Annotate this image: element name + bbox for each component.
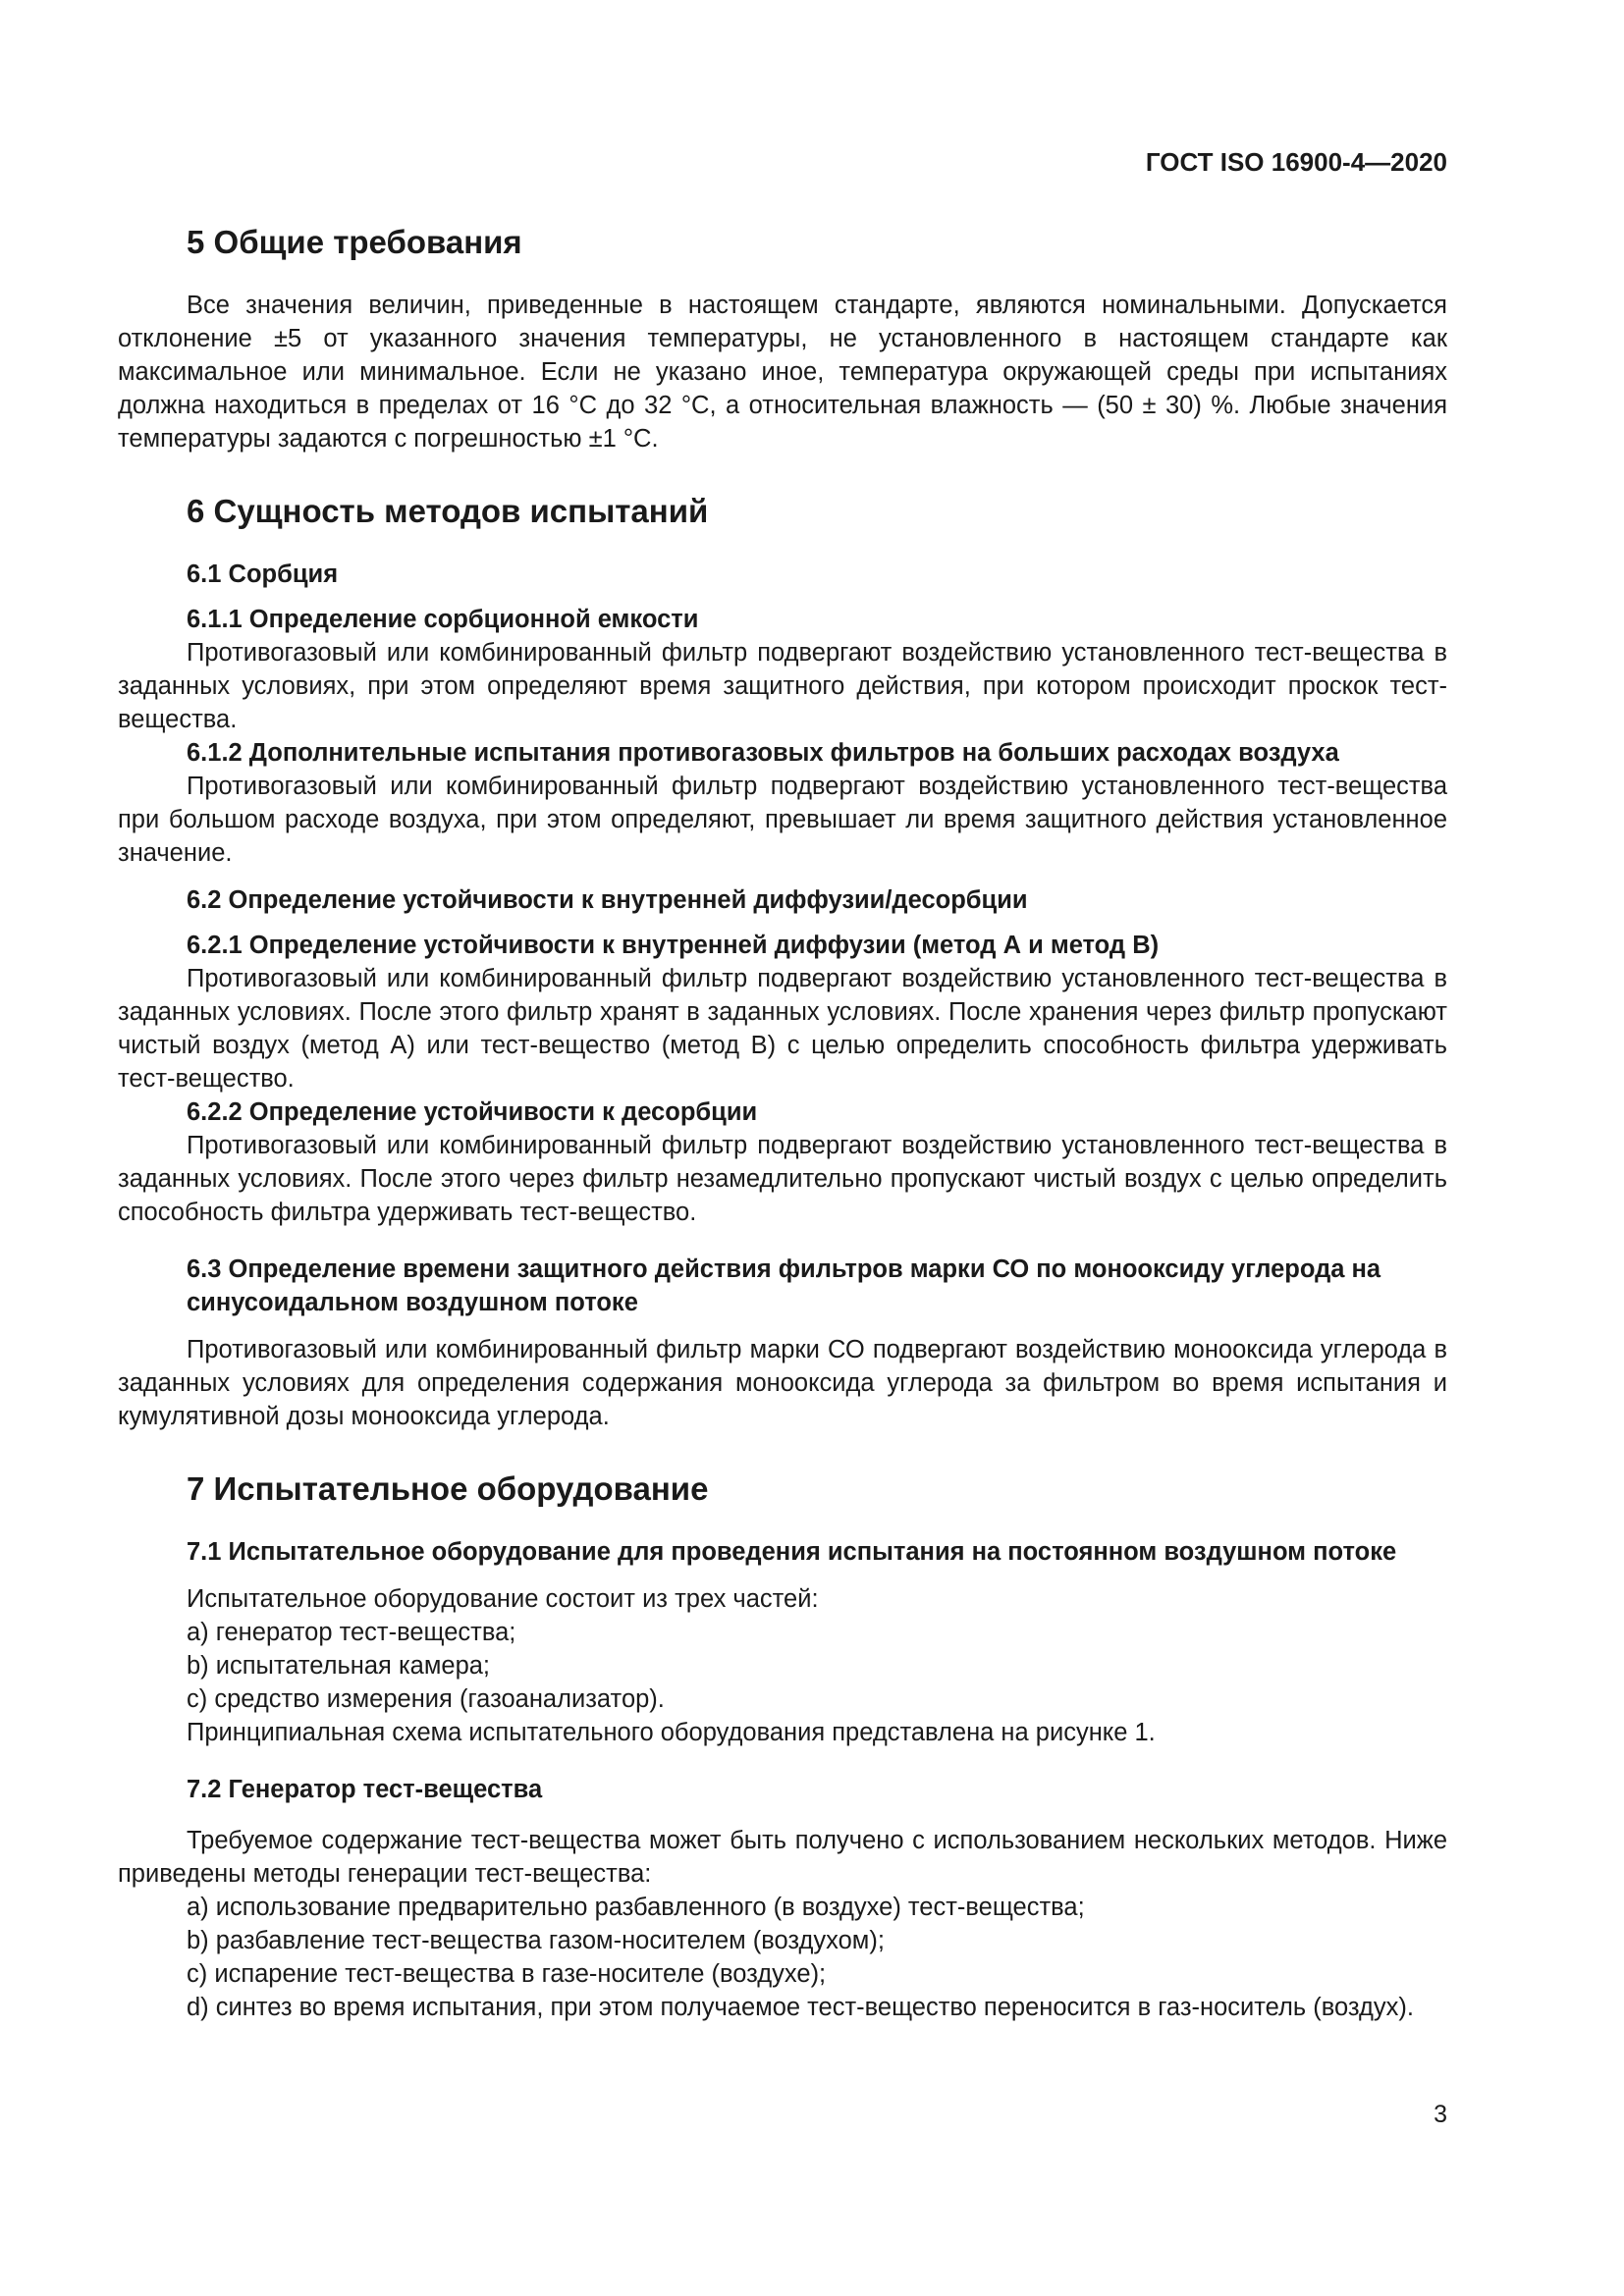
document-body: [118, 222, 1447, 2024]
section-7-1-title: 7.1 Испытательное оборудование для проведения испытания на постоянном воздушном потоке: [187, 1538, 1397, 1566]
section-6-2-2-paragraph: Противогазовый или комбинированный фильтр подвергают воздействию установленного тест-вещества в заданных условиях. После этого через фильтр незамедлительно пропускают чистый воздух с целью определить способность фильтра удерживать тест-вещество.: [118, 1132, 1447, 1226]
list-item: d) синтез во время испытания, при этом получаемое тест-вещество переносится в газ-носитель (воздух).: [187, 1994, 1414, 2021]
section-6-1-title: 6.1 Сорбция: [187, 561, 339, 588]
section-6-3-title: 6.3 Определение времени защитного действия фильтров марки СО по монооксиду углерода на синусоидальном воздушном потоке: [187, 1255, 1381, 1316]
list-item: c) средство измерения (газоанализатор).: [187, 1685, 665, 1713]
section-6-1-2-paragraph: Противогазовый или комбинированный фильтр подвергают воздействию установленного тест-вещества при большом расходе воздуха, при этом определяют, превышает ли время защитного действия установленное значение.: [118, 773, 1447, 867]
document-code: ГОСТ ISO 16900-4—2020: [1145, 147, 1447, 177]
section-6-title: 6 Сущность методов испытаний: [187, 493, 709, 529]
section-7-1-outro: Принципиальная схема испытательного оборудования представлена на рисунке 1.: [187, 1719, 1156, 1746]
section-5-paragraph: Все значения величин, приведенные в настоящем стандарте, являются номинальными. Допускается отклонение ±5 от указанного значения температуры, не установленного в настоящем стандарте как максимальное или минимальное. Если не указано иное, температура окружающей среды при испытаниях должна находиться в пределах от 16 °С до 32 °С, а относительная влажность — (50 ± 30) %. Любые значения температуры задаются с погрешностью ±1 °С.: [118, 292, 1447, 453]
section-6-3-paragraph: Противогазовый или комбинированный фильтр марки СО подвергают воздействию монооксида углерода в заданных условиях для определения содержания монооксида углерода за фильтром во время испытания и кумулятивной дозы монооксида углерода.: [118, 1336, 1447, 1430]
section-5-title: 5 Общие требования: [187, 224, 522, 260]
list-item: a) использование предварительно разбавленного (в воздухе) тест-вещества;: [187, 1894, 1085, 1921]
section-7-title: 7 Испытательное оборудование: [187, 1470, 709, 1507]
section-6-1-1-paragraph: Противогазовый или комбинированный фильтр подвергают воздействию установленного тест-вещества в заданных условиях, при этом определяют время защитного действия, при котором происходит проскок тест-вещества.: [118, 639, 1447, 733]
section-7-1-intro: Испытательное оборудование состоит из трех частей:: [187, 1585, 819, 1613]
section-6-1-1-title: 6.1.1 Определение сорбционной емкости: [187, 606, 699, 633]
section-6-2-title: 6.2 Определение устойчивости к внутренней диффузии/десорбции: [187, 886, 1028, 914]
list-item: b) разбавление тест-вещества газом-носителем (воздухом);: [187, 1927, 885, 1954]
section-7-2-title: 7.2 Генератор тест-вещества: [187, 1776, 543, 1803]
section-6-1-2-title: 6.1.2 Дополнительные испытания противогазовых фильтров на больших расходах воздуха: [187, 739, 1339, 767]
section-7-2-intro: Требуемое содержание тест-вещества может быть получено с использованием нескольких методов. Ниже приведены методы генерации тест-вещества:: [118, 1827, 1447, 1888]
page-number: 3: [1434, 2101, 1447, 2128]
section-6-2-1-paragraph: Противогазовый или комбинированный фильтр подвергают воздействию установленного тест-вещества в заданных условиях. После этого фильтр хранят в заданных условиях. После хранения через фильтр пропускают чистый воздух (метод А) или тест-вещество (метод В) с целью определить способность фильтра удерживать тест-вещество.: [118, 965, 1447, 1093]
list-item: a) генератор тест-вещества;: [187, 1619, 516, 1646]
document-page: [118, 0, 1447, 2296]
list-item: c) испарение тест-вещества в газе-носителе (воздухе);: [187, 1960, 827, 1988]
section-6-2-2-title: 6.2.2 Определение устойчивости к десорбции: [187, 1098, 758, 1126]
section-6-2-1-title: 6.2.1 Определение устойчивости к внутренней диффузии (метод А и метод В): [187, 932, 1160, 959]
list-item: b) испытательная камера;: [187, 1652, 491, 1680]
